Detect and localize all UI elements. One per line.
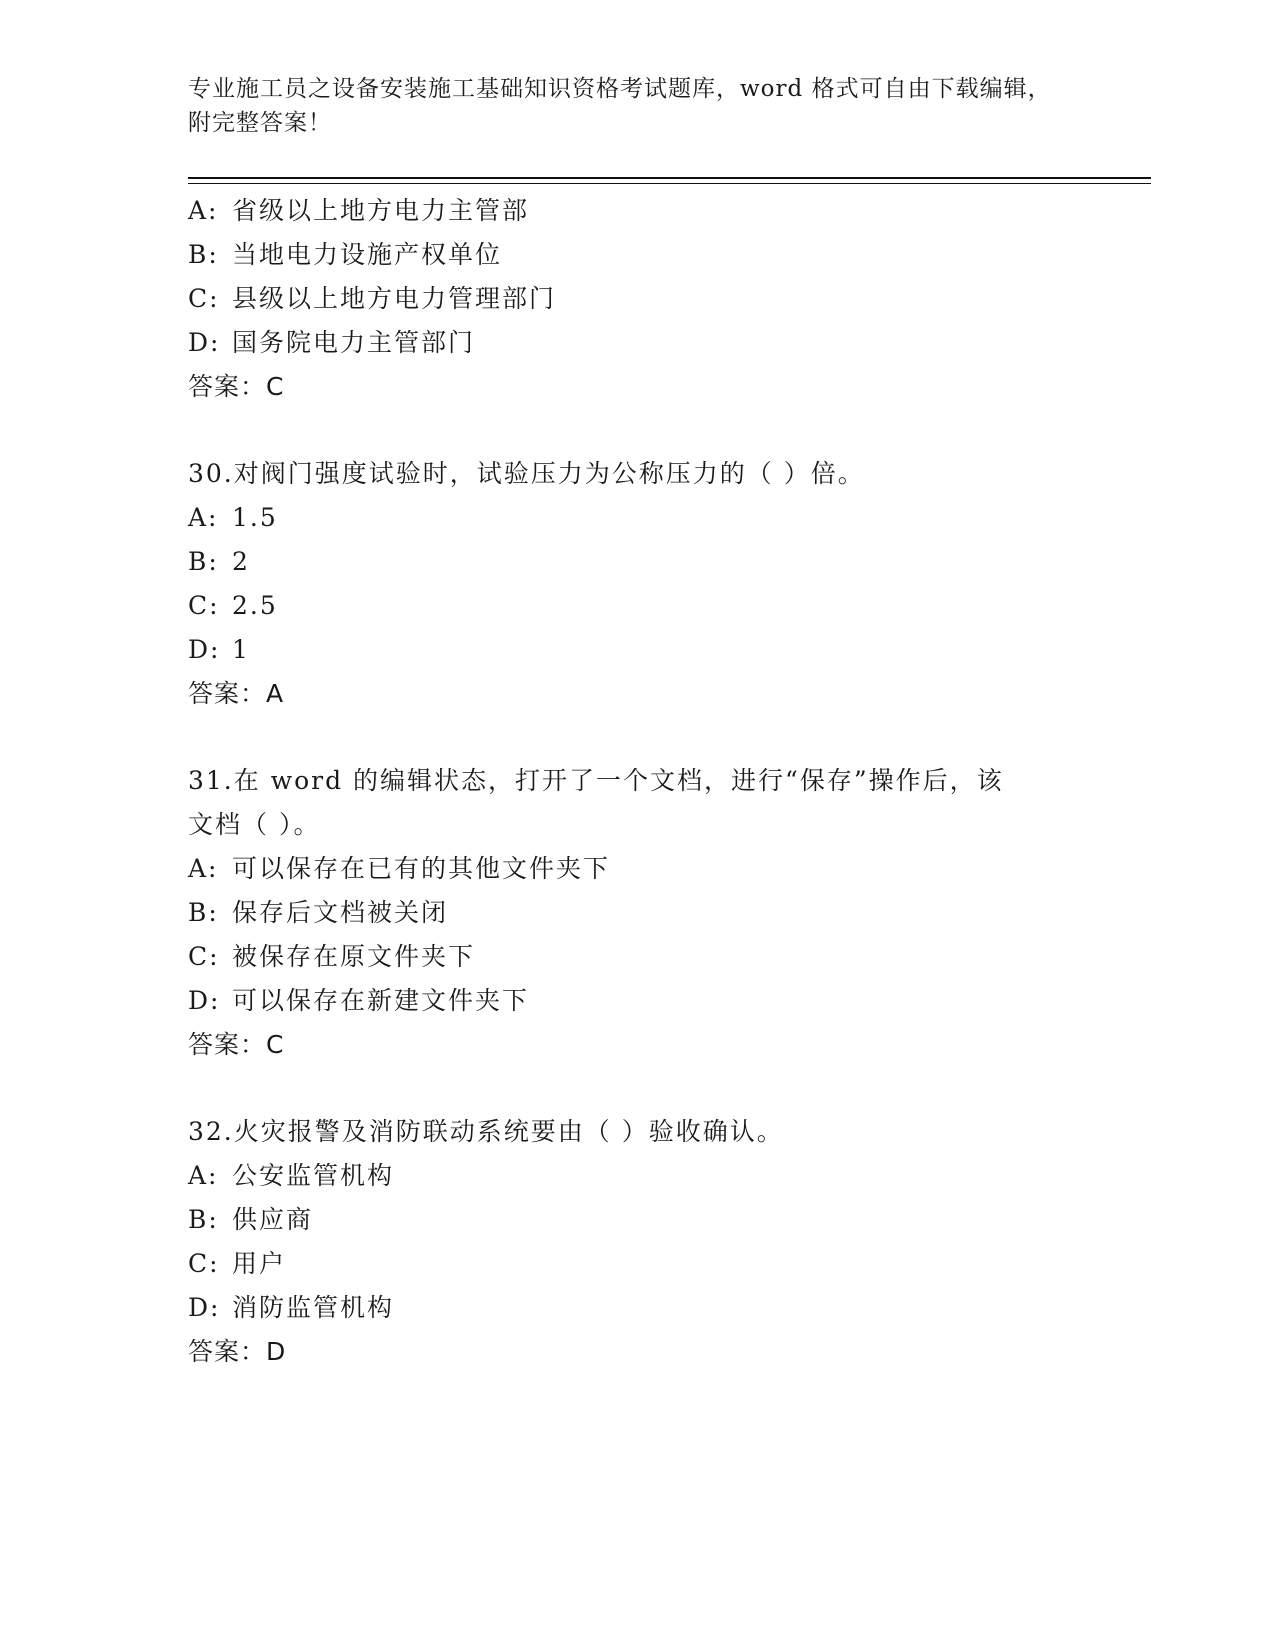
option-text: 2 [232, 547, 250, 576]
option-letter: C: [188, 942, 220, 971]
q30-question: 30.对阀门强度试验时，试验压力为公称压力的（ ）倍。 [188, 459, 865, 488]
q32-option-d [188, 1290, 394, 1326]
q29-option-a [188, 193, 529, 229]
q32-option-c [188, 1246, 286, 1282]
option-letter: D: [188, 1293, 221, 1322]
option-letter: C: [188, 284, 220, 313]
option-text: 1.5 [232, 503, 278, 532]
option-text: 消防监管机构 [232, 1293, 395, 1322]
option-text: 1 [232, 635, 250, 664]
q31-question-line-1: 31.在 word 的编辑状态，打开了一个文档，进行“保存”操作后，该 [188, 766, 1004, 795]
q30-option-a [188, 500, 278, 536]
q29-option-d [188, 325, 475, 361]
option-text: 可以保存在新建文件夹下 [232, 986, 530, 1015]
option-letter: D: [188, 986, 221, 1015]
option-letter: A: [188, 196, 219, 225]
q32-answer: 答案：D [188, 1337, 287, 1366]
option-text: 可以保存在已有的其他文件夹下 [232, 854, 611, 883]
option-text: 被保存在原文件夹下 [232, 942, 476, 971]
q30-answer: 答案：A [188, 679, 285, 708]
option-letter: B: [188, 898, 219, 927]
header-divider-thin [188, 183, 1151, 184]
q32-question: 32.火灾报警及消防联动系统要由（ ）验收确认。 [188, 1117, 784, 1146]
q30-option-c [188, 588, 278, 624]
option-text: 保存后文档被关闭 [232, 898, 449, 927]
q32-option-b [188, 1202, 313, 1238]
header-line-1: 专业施工员之设备安装施工基础知识资格考试题库，word 格式可自由下载编辑， [188, 76, 1052, 102]
q29-option-c [188, 281, 556, 317]
q31-option-b [188, 895, 448, 931]
option-text: 公安监管机构 [232, 1161, 395, 1190]
header-divider-thick [188, 177, 1151, 179]
q30-option-b [188, 544, 250, 580]
option-text: 当地电力设施产权单位 [232, 240, 503, 269]
q30-option-d [188, 632, 250, 668]
q31-answer: 答案：C [188, 1030, 285, 1059]
option-text: 供应商 [232, 1205, 314, 1234]
q31-option-d [188, 983, 529, 1019]
option-letter: B: [188, 547, 219, 576]
option-letter: A: [188, 503, 219, 532]
option-text: 省级以上地方电力主管部 [232, 196, 530, 225]
q29-answer: 答案：C [188, 372, 285, 401]
option-letter: A: [188, 854, 219, 883]
q31-option-a [188, 851, 610, 887]
q31-option-c [188, 939, 475, 975]
option-text: 2.5 [232, 591, 278, 620]
document-header [188, 72, 1088, 140]
option-letter: C: [188, 591, 220, 620]
option-text: 用户 [232, 1249, 287, 1278]
option-letter: D: [188, 635, 221, 664]
header-line-2: 附完整答案！ [188, 110, 332, 136]
option-letter: B: [188, 240, 219, 269]
q32-option-a [188, 1158, 394, 1194]
q29-option-b [188, 237, 502, 273]
q31-question-line-2: 文档（ ）。 [188, 810, 321, 839]
option-text: 县级以上地方电力管理部门 [232, 284, 557, 313]
option-letter: D: [188, 328, 221, 357]
option-letter: A: [188, 1161, 219, 1190]
option-letter: C: [188, 1249, 220, 1278]
option-letter: B: [188, 1205, 219, 1234]
option-text: 国务院电力主管部门 [232, 328, 476, 357]
